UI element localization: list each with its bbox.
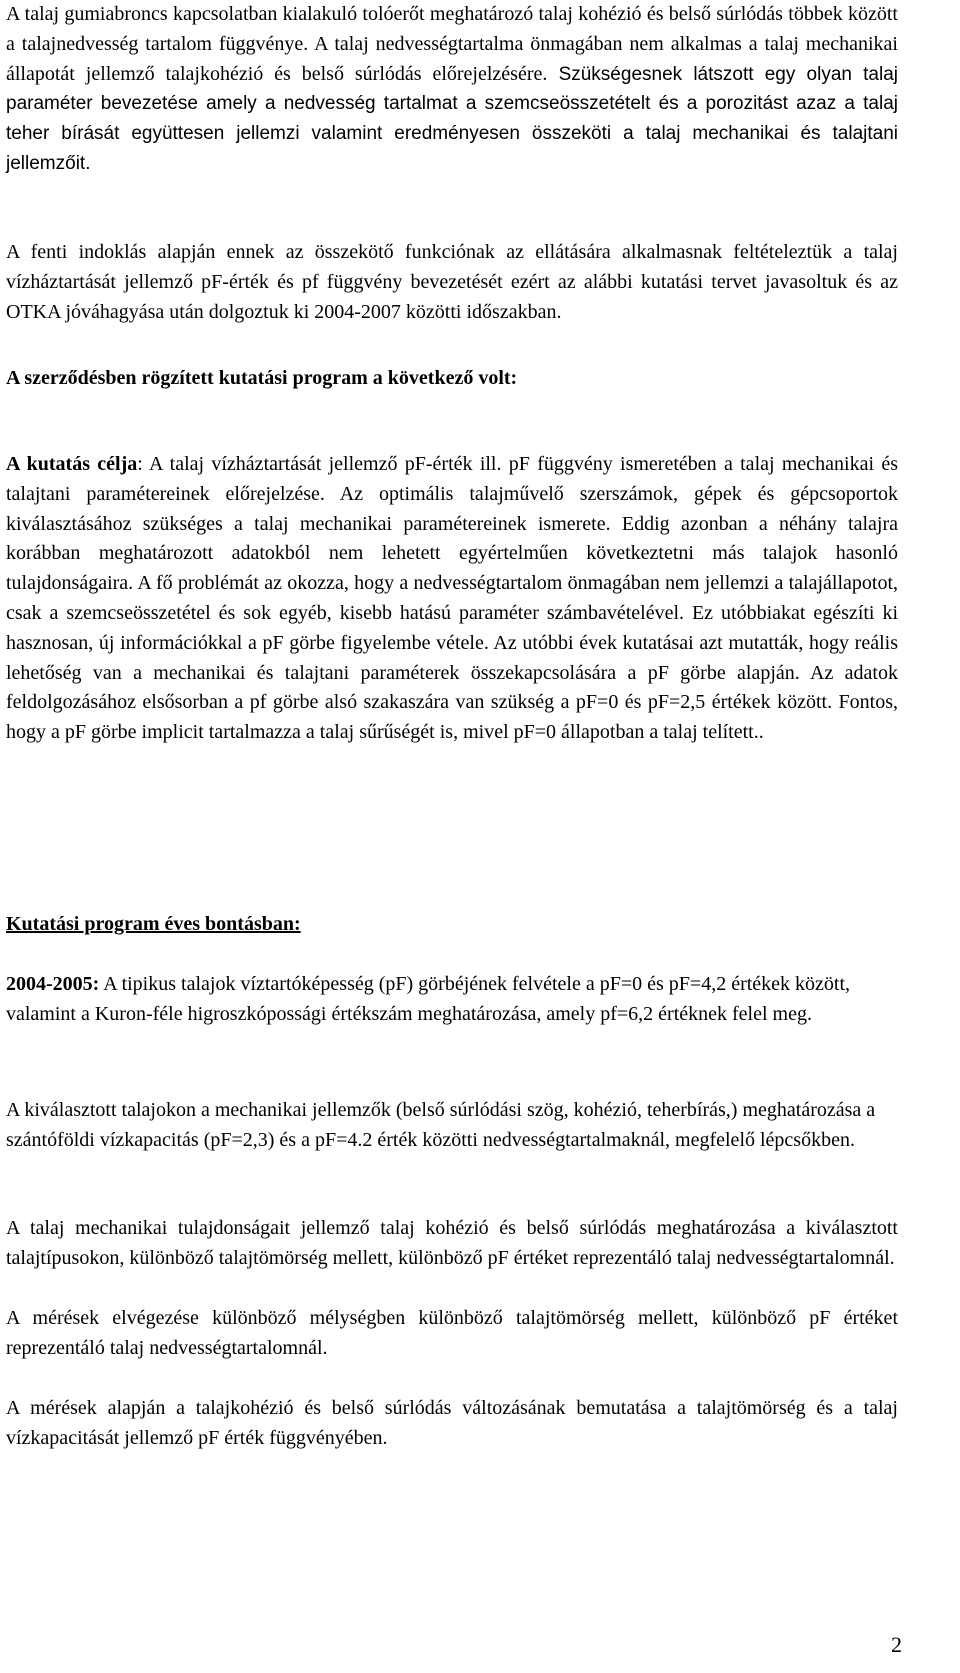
intro-serif-text: A talaj gumiabroncs kapcsolatban kialakuló tolóerőt meghatározó talaj kohézió és belső súrlódás többek között a talajnedvesség tartalom függvénye. A talaj nedvességtartalma önmagában nem alkalmas a talaj mechanikai állapotát jellemző talajkohézió és belső súrlódás előrejelzésére.: [6, 3, 898, 85]
research-goal-paragraph: [6, 450, 898, 748]
intro-paragraph: [6, 0, 898, 179]
results-presentation-paragraph: A mérések alapján a talajkohézió és belső súrlódás változásának bemutatása a talajtömörség és a talaj vízkapacitását jellemző pF érték függvényében.: [6, 1397, 898, 1449]
research-goal-label: A kutatás célja: [6, 453, 138, 475]
year-2004-2005-label: 2004-2005:: [6, 973, 100, 995]
contract-program-heading: A szerződésben rögzített kutatási program a következő volt:: [6, 367, 518, 389]
justification-paragraph: A fenti indoklás alapján ennek az összekötő funkciónak az ellátására alkalmasnak feltételeztük a talaj vízháztartását jellemző pF-érték és pf függvény bevezetését ezért az alábbi kutatási tervet javasoltuk és az OTKA jóváhagyása után dolgoztuk ki 2004-2007 közötti időszakban.: [6, 241, 898, 323]
page-number: 2: [891, 1632, 902, 1657]
research-goal-text: : A talaj vízháztartását jellemző pF-érték ill. pF függvény ismeretében a talaj mechanikai és talajtani paramétereinek előrejelzése. Az optimális talajművelő szerszámok, gépek és gépcsoportok kiválasztásához szükséges a talaj mechanikai paramétereinek ismerete. Eddig azonban a néhány talajra korábban meghatározott adatokból nem lehetett egyértelműen következtetni más talajok hasonló tulajdonságaira. A fő problémát az okozza, hogy a nedvességtartalom önmagában nem jellemzi a talajállapotot, csak a szemcseösszetétel és sok egyéb, kisebb hatású paraméter számbavételével. Ez utóbbiakat egészíti ki hasznosan, új információkkal a pF görbe figyelembe vétele. Az utóbbi évek kutatásai azt mutatták, hogy reális lehetőség van a mechanikai és talajtani paraméterek összekapcsolására a pF görbe alapján. Az adatok feldolgozásához elsősorban a pf görbe alsó szakaszára van szükség a pF=0 és pF=2,5 értékek között. Fontos, hogy a pF görbe implicit tartalmazza a talaj sűrűségét is, mivel pF=0 állapotban a talaj telített..: [6, 453, 898, 744]
intro-sans-text: Szükségesnek látszott egy olyan talaj paraméter bevezetése amely a nedvesség tartalmat a szemcseösszetételt és a porozitást azaz a talaj teher bírását együttesen jellemzi valamint eredményesen összeköti a talaj mechanikai és talajtani jellemzőit.: [6, 63, 898, 174]
cohesion-friction-paragraph: A talaj mechanikai tulajdonságait jellemző talaj kohézió és belső súrlódás meghatározása a kiválasztott talajtípusokon, különböző talajtömörség mellett, különböző pF értéket reprezentáló talaj nedvességtartalomnál.: [6, 1217, 898, 1269]
mechanical-properties-paragraph: A kiválasztott talajokon a mechanikai jellemzők (belső súrlódási szög, kohézió, teherbírás,) meghatározása a szántóföldi vízkapacitás (pF=2,3) és a pF=4.2 érték közötti nedvességtartalmaknál, megfelelő lépcsőkben.: [6, 1099, 876, 1151]
depth-measurement-paragraph: A mérések elvégezése különböző mélységben különböző talajtömörség mellett, különböző pF értéket reprezentáló talaj nedvességtartalomnál.: [6, 1307, 898, 1359]
year-2004-2005-text: A tipikus talajok víztartóképesség (pF) görbéjének felvétele a pF=0 és pF=4,2 értékek között, valamint a Kuron-féle higroszkópossági értékszám meghatározása, amely pf=6,2 értéknek felel meg.: [6, 973, 851, 1025]
year-2004-2005-paragraph: [6, 970, 898, 1030]
yearly-program-heading: Kutatási program éves bontásban:: [6, 913, 301, 935]
